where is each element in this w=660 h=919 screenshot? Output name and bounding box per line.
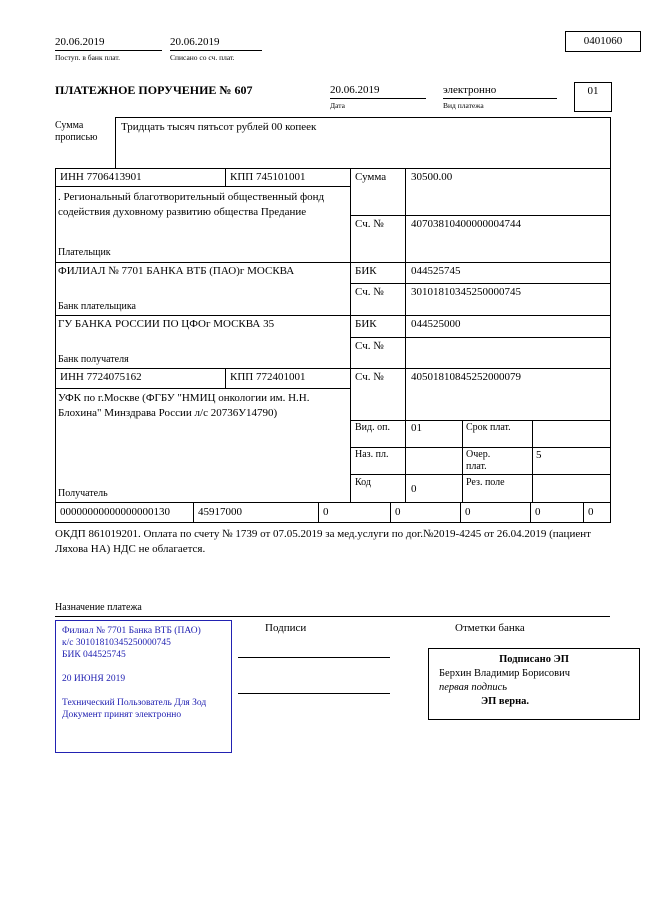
document-date: 20.06.2019 [330,84,380,96]
grid-line [55,186,351,187]
document-title: ПЛАТЕЖНОЕ ПОРУЧЕНИЕ № 607 [55,83,253,97]
payer-inn: ИНН 7706413901 [60,171,142,183]
grid-line [193,502,194,522]
priority-value: 5 [536,449,542,461]
recipient-inn: ИНН 7724075162 [60,371,142,383]
grid-line [390,502,391,522]
received-date-label: Поступ. в банк плат. [55,53,120,62]
signatures-label: Подписи [265,622,307,634]
grid-line [115,117,611,118]
amount-label: Сумма [355,171,387,183]
code-cell-kbk: 00000000000000000130 [60,506,170,518]
purpose-code-label: Наз. пл. [355,449,389,460]
form-code-box: 0401060 [565,31,641,52]
grid-line [530,502,531,522]
grid-line [55,168,611,169]
grid-line [443,98,557,99]
payment-kind-label: Вид платежа [443,101,484,110]
grid-line [350,283,611,284]
amount-words-label-2: прописью [55,132,98,143]
code-label: Код [355,477,371,488]
payer-bank-bik: 044525745 [411,265,461,277]
grid-line [462,420,463,502]
payer-status-box: 01 [574,82,612,112]
amount-in-words: Тридцать тысяч пятьсот рублей 00 копеек [121,121,317,133]
code-cell-4: 0 [395,506,401,518]
grid-line [55,388,351,389]
recipient-kpp: КПП 772401001 [230,371,306,383]
payer-bank-bik-label: БИК [355,265,377,277]
payer-bank-account: 30101810345250000745 [411,286,521,298]
signature-line [238,693,390,694]
signature-verified-text: ЭП верна. [481,696,530,707]
payer-label: Плательщик [58,247,111,258]
code-cell-5: 0 [465,506,471,518]
op-type-value: 01 [411,422,422,434]
signature-stamp-title: Подписано ЭП [499,654,569,665]
stamp-user: Технический Пользователь Для Зод [62,698,207,708]
payer-account: 40703810400000004744 [411,218,521,230]
grid-line [55,168,56,522]
grid-line [610,117,611,522]
payer-bank-name: ФИЛИАЛ № 7701 БАНКА ВТБ (ПАО)г МОСКВА [58,265,295,277]
bank-marks-label: Отметки банка [455,622,525,634]
grid-line [55,315,611,316]
code-value: 0 [411,483,417,495]
amount-value: 30500.00 [411,171,453,183]
grid-line [405,168,406,502]
grid-line [330,98,426,99]
signature-stamp-subtitle: первая подпись [439,682,508,693]
grid-line [115,117,116,168]
grid-line [55,50,162,51]
grid-line [55,262,611,263]
electronic-signature-stamp [428,648,640,720]
code-cell-6: 0 [535,506,541,518]
code-cell-oktmo: 45917000 [198,506,242,518]
recipient-bank-bik: 044525000 [411,318,461,330]
stamp-bik: БИК 044525745 [62,650,126,660]
reserve-label: Рез. поле [466,477,505,488]
amount-words-label-1: Сумма [55,120,84,131]
stamp-spacer [62,661,225,673]
priority-label: Очер. плат. [466,449,491,472]
payer-kpp: КПП 745101001 [230,171,306,183]
signature-line [238,657,390,658]
grid-line [55,522,611,523]
payment-purpose-text: ОКДП 861019201. Оплата по счету № 1739 от 07.05.2019 за мед.услуги по дог.№2019-4245 от 26.04.2019 (пациент Ляхова НА) НДС не облагается. [55,528,591,555]
grid-line [350,420,611,421]
code-cell-3: 0 [323,506,329,518]
grid-line [350,474,611,475]
stamp-date: 20 ИЮНЯ 2019 [62,674,126,684]
recipient-label: Получатель [58,488,108,499]
grid-line [55,616,610,617]
payer-name: . Региональный благотворительный общественный фонд содействия духовному развитию общества Предание [58,191,325,218]
recipient-bank-name: ГУ БАНКА РОССИИ ПО ЦФОг МОСКВА 35 [58,318,275,330]
grid-line [225,368,226,388]
received-date: 20.06.2019 [55,36,105,48]
stamp-corr-account: к/с 30101810345250000745 [62,638,171,648]
bank-electronic-stamp [55,620,232,753]
grid-line [170,50,262,51]
grid-line [350,337,611,338]
grid-line [532,420,533,502]
signer-name: Берхин Владимир Борисович [439,668,570,679]
grid-line [350,215,611,216]
payer-bank-label: Банк плательщика [58,301,136,312]
grid-line [318,502,319,522]
term-label: Срок плат. [466,422,511,433]
payment-purpose-label: Назначение платежа [55,602,142,613]
grid-line [583,502,584,522]
recipient-account-label: Сч. № [355,371,384,383]
op-type-label: Вид. оп. [355,422,390,433]
grid-line [225,168,226,186]
grid-line [350,168,351,502]
recipient-bank-bik-label: БИК [355,318,377,330]
recipient-name: УФК по г.Москве (ФГБУ "НМИЦ онкологии им. Н.Н. Блохина" Минздрава России л/с 20736У14790) [58,392,310,419]
stamp-note: Документ принят электронно [62,710,182,720]
grid-line [350,447,611,448]
debited-date: 20.06.2019 [170,36,220,48]
payer-account-label: Сч. № [355,218,384,230]
stamp-bank-name: Филиал № 7701 Банка ВТБ (ПАО) [62,626,201,636]
recipient-bank-account-label: Сч. № [355,340,384,352]
recipient-account: 40501810845252000079 [411,371,521,383]
document-date-label: Дата [330,101,345,110]
stamp-spacer [62,685,225,697]
grid-line [460,502,461,522]
code-cell-7: 0 [588,506,594,518]
grid-line [55,368,611,369]
debited-date-label: Списано со сч. плат. [170,53,235,62]
payer-bank-account-label: Сч. № [355,286,384,298]
recipient-bank-label: Банк получателя [58,354,129,365]
payment-kind: электронно [443,84,497,96]
grid-line [55,502,611,503]
